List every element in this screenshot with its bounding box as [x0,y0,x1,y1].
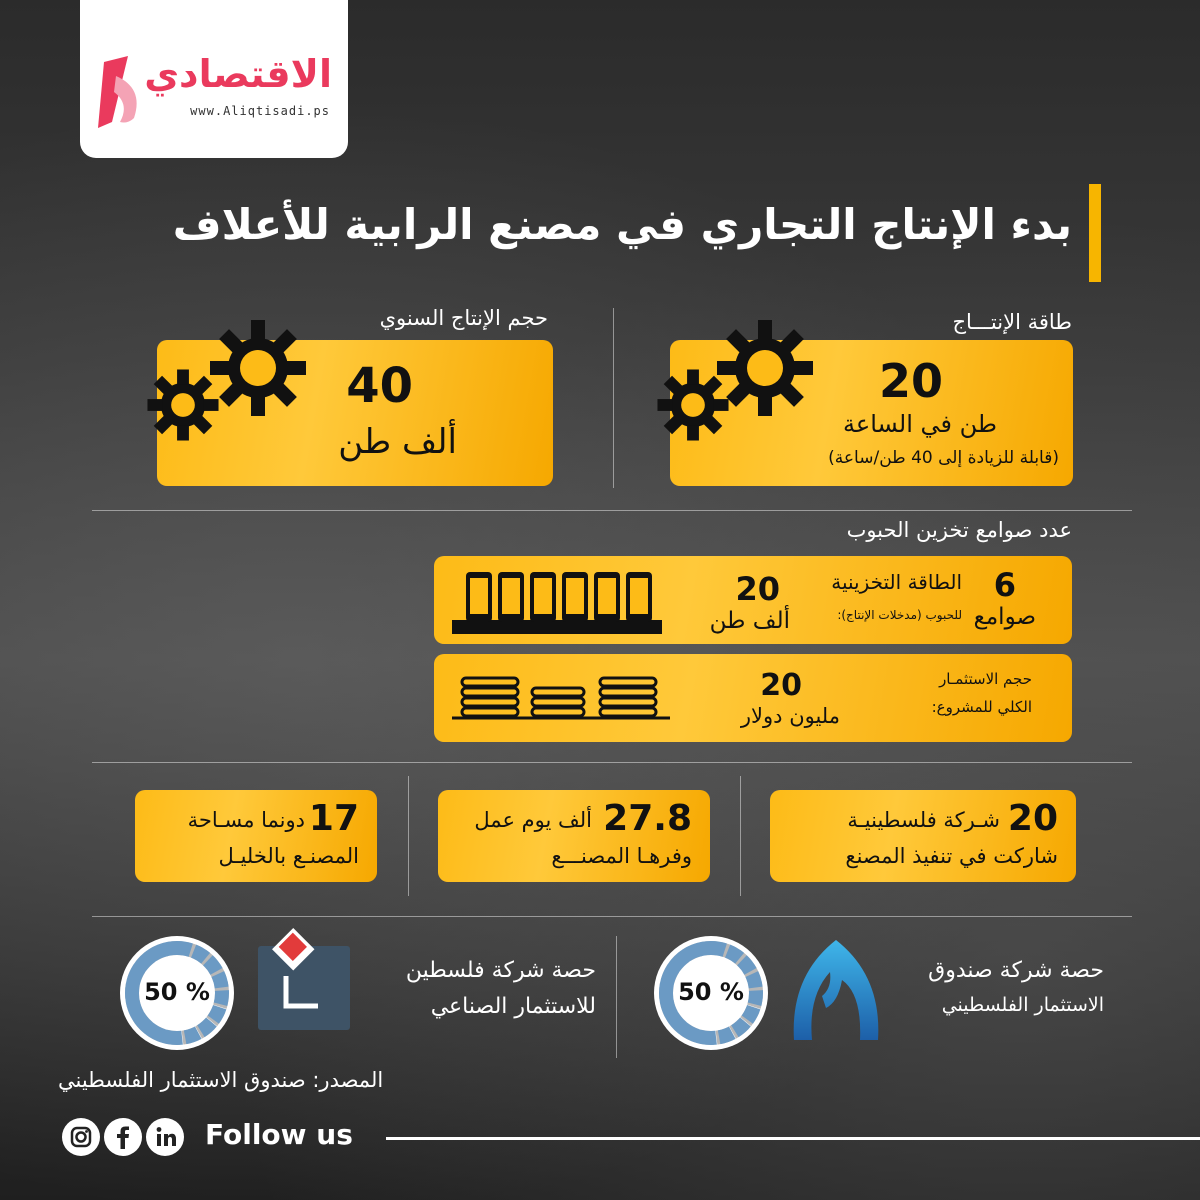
divider [92,916,1132,917]
investment-value: 20 [760,668,802,703]
divider [408,776,409,896]
share-piic-label-line2: للاستثمار الصناعي [430,994,596,1019]
share-pif-percent: 50 % [678,978,744,1006]
storage-capacity-sub: للحبوب (مدخلات الإنتاج): [837,608,962,622]
gear-icon [208,318,308,418]
production-capacity-note: (قابلة للزيادة إلى 40 طن/ساعة) [828,448,1059,468]
storage-capacity-unit: ألف طن [709,608,790,634]
logo-name: الاقتصادي [144,52,332,96]
investment-unit: مليون دولار [740,704,840,728]
follow-us-text: Follow us [205,1118,353,1151]
divider [92,762,1132,763]
annual-production-label: حجم الإنتاج السنوي [379,306,548,330]
stat-card-companies [770,790,1076,882]
stat-card-area [135,790,377,882]
investment-label-line1: حجم الاستثمـار [939,670,1032,688]
gear-icon [715,318,815,418]
investment-label-line2: الكلي للمشروع: [931,698,1032,716]
silos-icon [452,568,662,634]
production-capacity-label: طاقة الإنتـــاج [952,310,1072,334]
share-pif-label-line1: حصة شركة صندوق [928,958,1104,983]
logo-card [80,0,348,158]
stat-workdays-line1: ألف يوم عمل [474,808,592,832]
divider [616,936,617,1058]
storage-capacity-value: 20 [735,570,780,608]
title-accent-bar [1089,184,1101,282]
small-gear-icon [146,368,220,442]
annual-production-unit: ألف طن [338,422,457,462]
linkedin-icon[interactable] [146,1118,184,1156]
divider [740,776,741,896]
silos-count: 6 [993,566,1016,604]
money-stacks-icon [452,672,670,722]
share-pif-label-line2: الاستثمار الفلسطيني [941,994,1104,1016]
logo-mark-icon [94,52,150,132]
piic-logo-icon [256,926,352,1032]
silos-label: عدد صوامع تخزين الحبوب [846,518,1072,542]
storage-capacity-title: الطاقة التخزينية [831,570,962,594]
footer-line [386,1137,1200,1140]
stat-companies-line1: شـركة فلسطينيـة [847,808,1000,832]
pif-logo-icon [786,936,886,1046]
stat-companies-value: 20 [1007,798,1058,839]
stat-card-workdays [438,790,710,882]
production-capacity-value: 20 [878,354,943,408]
production-capacity-unit: طن في الساعة [843,410,997,438]
stat-area-value: 17 [308,798,359,839]
stat-workdays-line2: وفرهـا المصنـــع [551,844,692,868]
small-gear-icon [656,368,730,442]
silos-count-unit: صوامع [973,604,1036,630]
annual-production-value: 40 [346,358,413,414]
logo-url: www.Aliqtisadi.ps [190,104,330,118]
stat-area-line2: المصنـع بالخليـل [218,844,359,868]
stat-area-line1: دونما مسـاحة [187,808,305,832]
instagram-icon[interactable] [62,1118,100,1156]
share-piic-label-line1: حصة شركة فلسطين [405,958,596,983]
source-text: المصدر: صندوق الاستثمار الفلسطيني [58,1068,384,1092]
page-title: بدء الإنتاج التجاري في مصنع الرابية للأعلاف [172,200,1072,249]
stat-companies-line2: شاركت في تنفيذ المصنع [845,844,1058,868]
divider [92,510,1132,511]
divider [613,308,614,488]
share-piic-percent: 50 % [144,978,210,1006]
facebook-icon[interactable] [104,1118,142,1156]
stat-workdays-value: 27.8 [603,798,692,839]
